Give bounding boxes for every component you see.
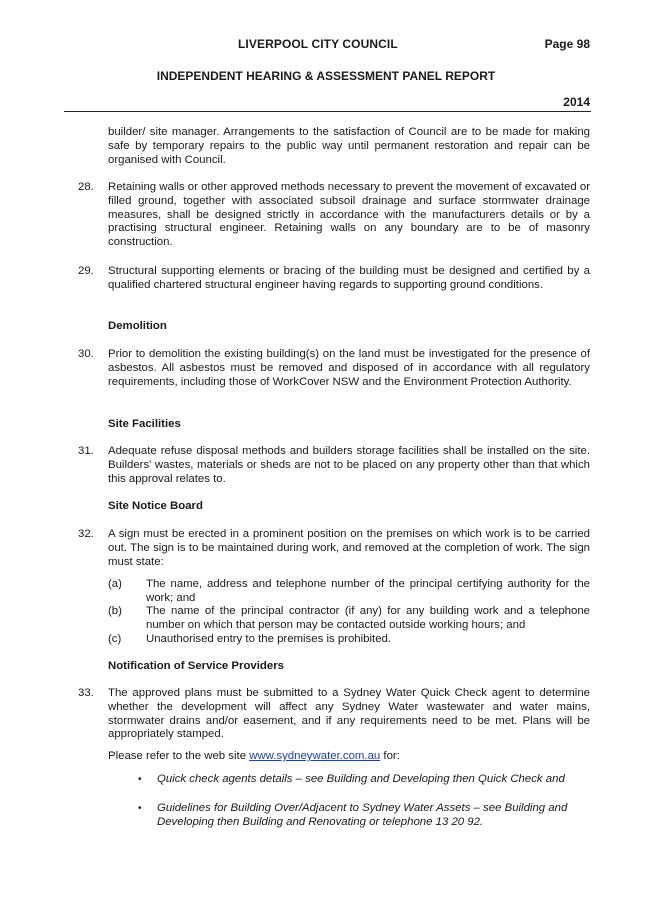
bullet-text: Guidelines for Building Over/Adjacent to Sydney Water Assets – see Building and Developing then Building and Renovating or telephone 13 20 92. [157,802,568,828]
condition-number: 33. [78,687,94,699]
condition-number: 29. [78,265,94,277]
condition-text: Structural supporting elements or bracing of the building must be designed and certified by a qualified chartered structural engineer having regards to supporting ground conditions. [108,265,590,291]
reference-prefix: Please refer to the web site [108,750,250,762]
bullet-icon: • [138,803,142,814]
heading-site-facilities: Site Facilities [108,418,181,430]
condition-number: 32. [78,528,94,540]
intro-text: builder/ site manager. Arrangements to the satisfaction of Council are to be made for making safe by temporary repairs to the public way until permanent restoration and repair can be organised with Council. [108,126,590,166]
heading-demolition: Demolition [108,320,167,332]
sub-item-letter: (c) [108,633,122,645]
sydney-water-link[interactable]: www.sydneywater.com.au [249,750,381,762]
sub-item-letter: (a) [108,578,122,590]
reference-suffix: for: [380,750,400,762]
sub-item-text: The name, address and telephone number of the principal certifying authority for the work; and [146,578,590,604]
sub-item-text: Unauthorised entry to the premises is prohibited. [146,633,392,645]
report-year: 2014 [563,95,590,109]
condition-text: A sign must be erected in a prominent position on the premises on which work is to be carried out. The sign is to be maintained during work, and removed at the completion of work. The sign must state: [108,528,590,568]
condition-number: 31. [78,445,94,457]
condition-number: 28. [78,181,94,193]
condition-text: Adequate refuse disposal methods and builders storage facilities shall be installed on the site. Builders' wastes, materials or sheds are not to be placed on any property other than that which this approval relates to. [108,445,590,485]
council-name: LIVERPOOL CITY COUNCIL [238,37,398,51]
website-reference-line [108,750,590,764]
sub-item-text: The name of the principal contractor (if any) for any building work and a telephone number on which that person may be contacted outside working hours; and [146,605,590,631]
report-title: INDEPENDENT HEARING & ASSESSMENT PANEL REPORT [156,69,496,83]
page-header [0,38,652,54]
bullet-text: Quick check agents details – see Building and Developing then Quick Check and [157,773,565,785]
condition-text: The approved plans must be submitted to a Sydney Water Quick Check agent to determine whether the development will affect any Sydney Water wastewater and water mains, stormwater drains and/or easement, and if any requirements need to be met. Plans will be appropriately stamped. [108,687,590,741]
heading-service-providers: Notification of Service Providers [108,660,284,672]
heading-site-notice-board: Site Notice Board [108,500,203,512]
condition-number: 30. [78,348,94,360]
condition-text: Prior to demolition the existing building(s) on the land must be investigated for the presence of asbestos. All asbestos must be removed and disposed of in accordance with all regulatory requirements, including those of WorkCover NSW and the Environment Protection Authority. [108,348,590,388]
bullet-icon: • [138,774,142,785]
header-divider [64,111,591,112]
page-number: Page 98 [544,37,590,51]
condition-text: Retaining walls or other approved methods necessary to prevent the movement of excavated or filled ground, together with associated subsoil drainage and surface stormwater drainage measures, shall be designed strictly in accordance with the manufacturers details or by a practising structural engineer. Retaining walls on any boundary are to be of masonry construction. [108,181,590,249]
sub-item-letter: (b) [108,605,122,617]
